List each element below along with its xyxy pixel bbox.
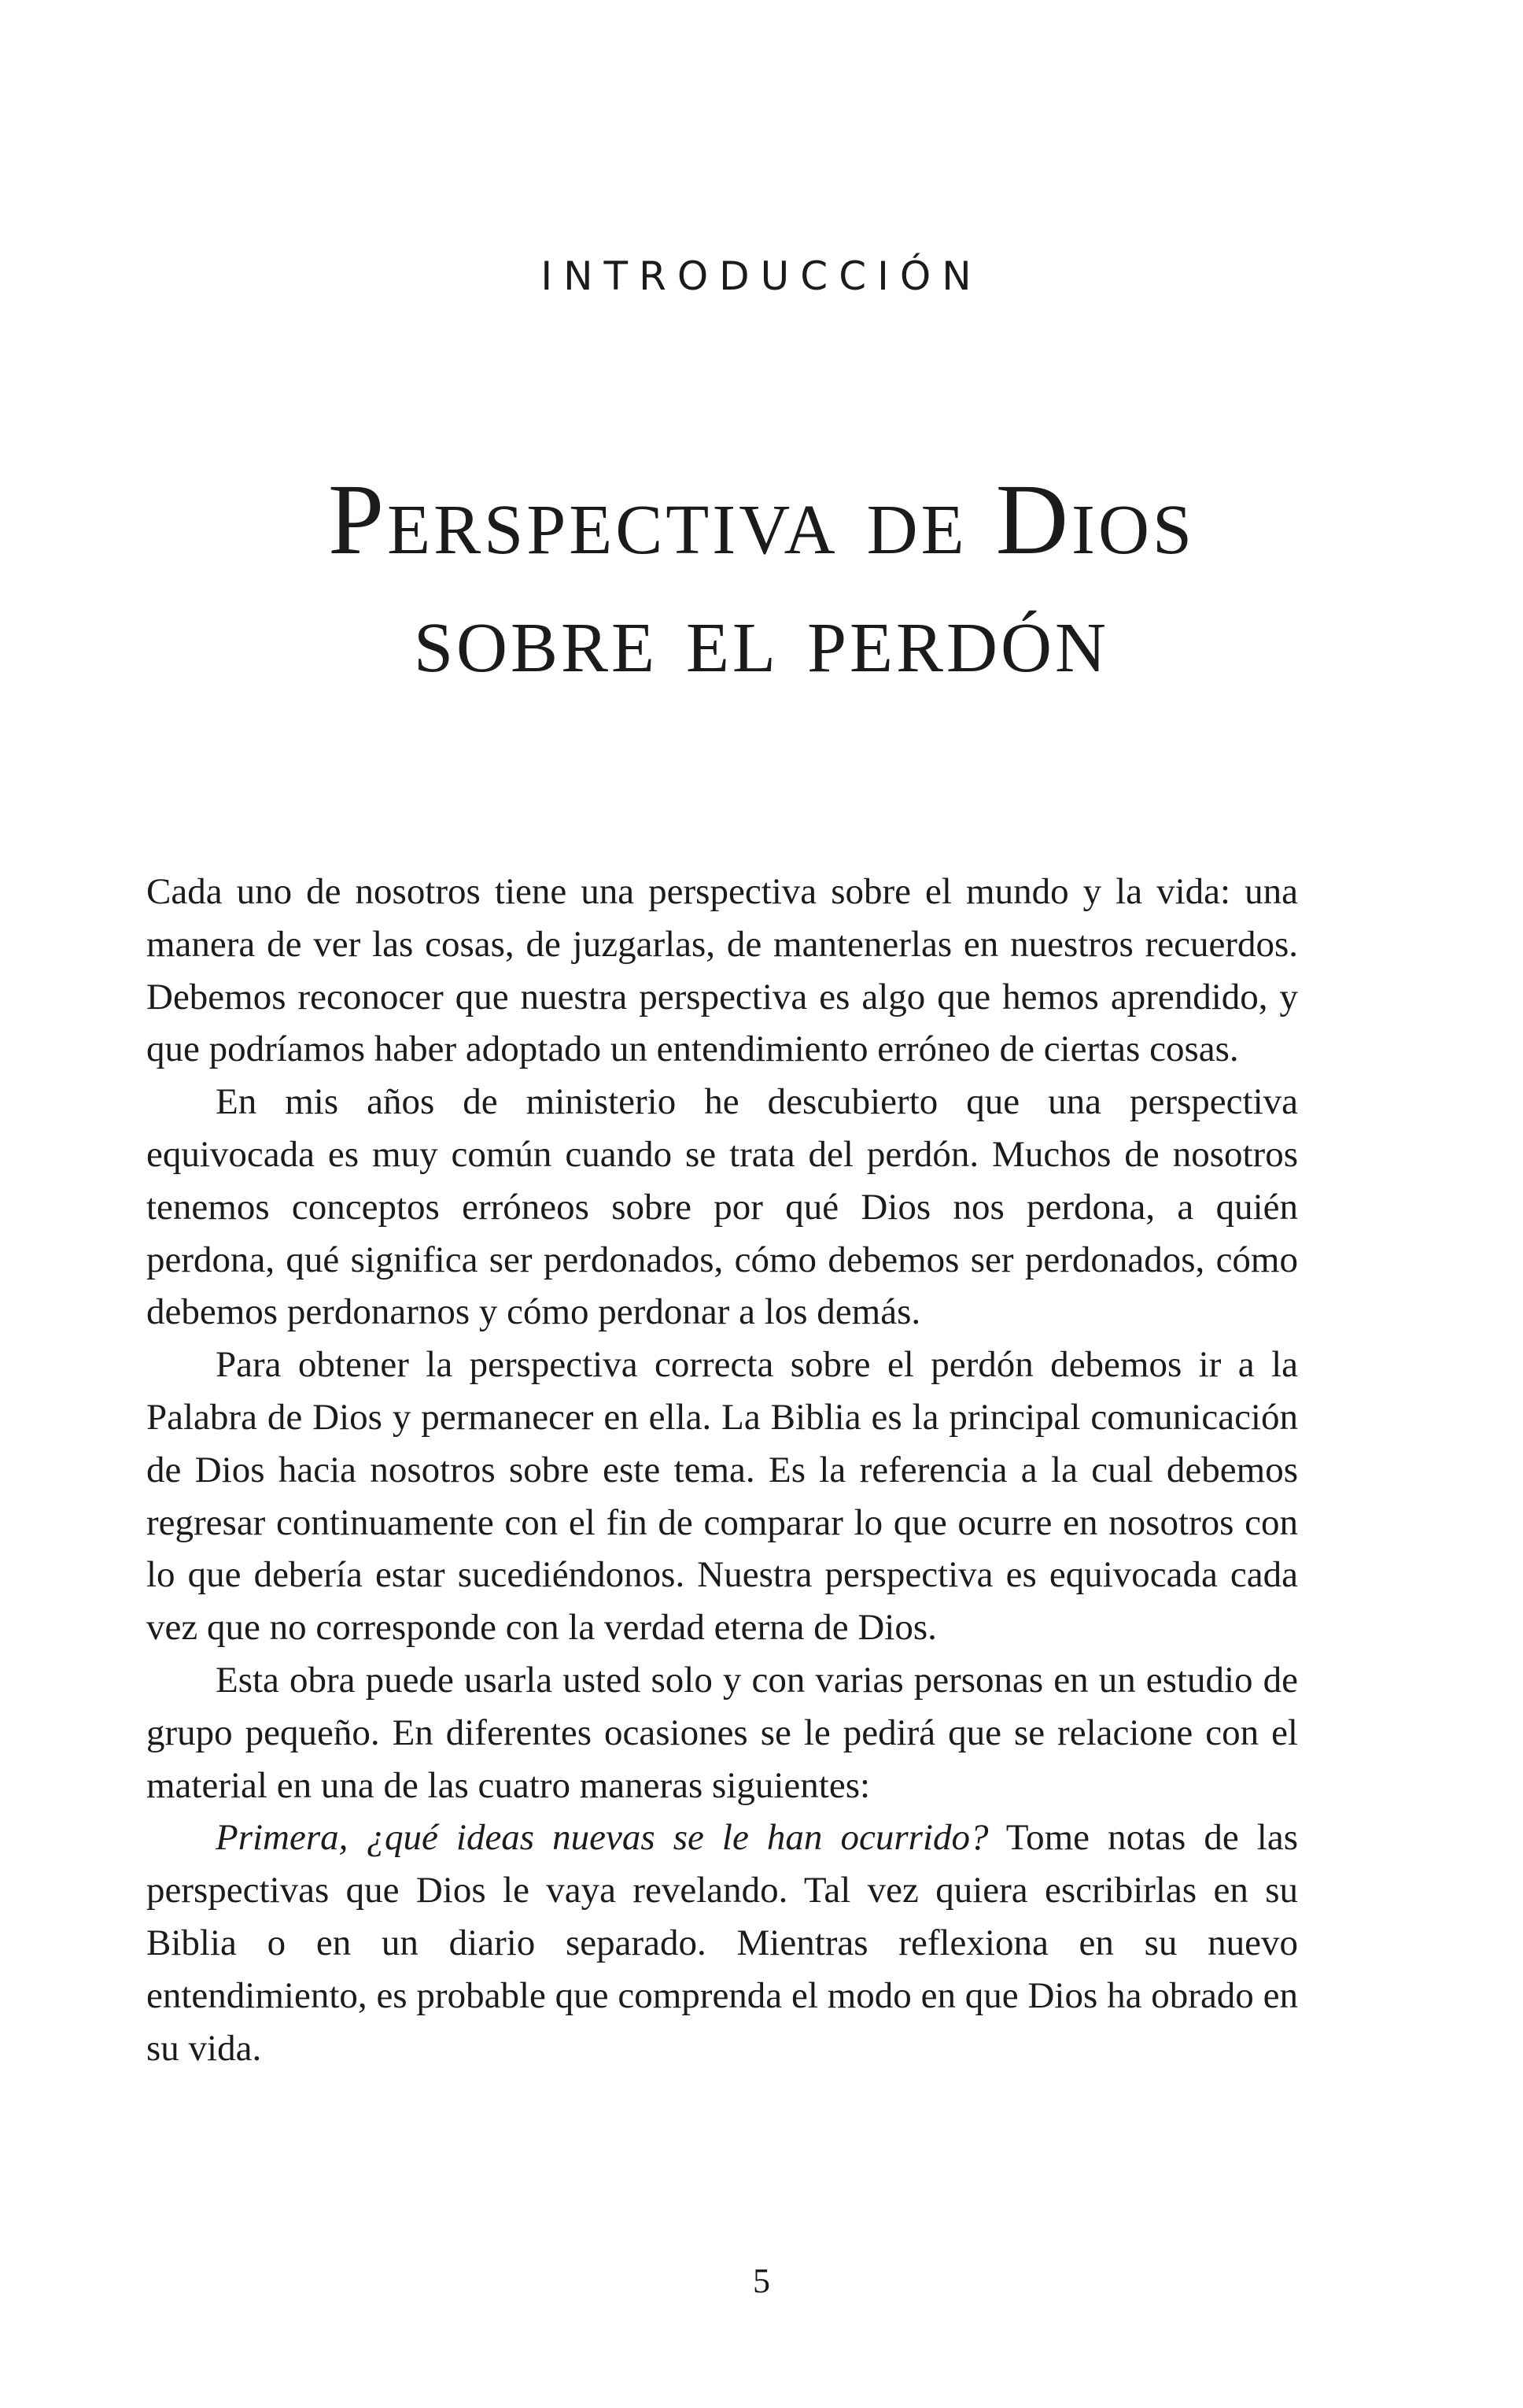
chapter-title-line-1: Perspectiva de Dios — [327, 464, 1196, 575]
page-number: 5 — [753, 2262, 770, 2300]
chapter-title-line-2: sobre el perdón — [413, 582, 1110, 693]
body-text — [146, 866, 1298, 2074]
paragraph-5-text: Tome notas de las perspectivas que Dios le vaya revelando. Tal vez quiera escribirlas en su Biblia o en un diario separado. Mientras reflexiona en su nuevo entendimiento, es probable que comprenda el modo en que Dios ha obrado en su vida. — [146, 1817, 1299, 2069]
section-label: INTRODUCCIÓN — [540, 253, 983, 299]
paragraph-1: Cada uno de nosotros tiene una perspectiva sobre el mundo y la vida: una manera de ver las cosas, de juzgarlas, de mantenerlas en nuestros recuerdos. Debemos reconocer que nuestra perspectiva es algo que hemos aprendido, y que podríamos haber adoptado un entendimiento erróneo de ciertas cosas. — [146, 871, 1298, 1070]
paragraph-3: Para obtener la perspectiva correcta sobre el perdón debemos ir a la Palabra de Dios y permanecer en ella. La Biblia es la principal comunicación de Dios hacia nosotros sobre este tema. Es la referencia a la cual debemos regresar continuamente con el fin de comparar lo que ocurre en nosotros con lo que debería estar sucediéndonos. Nuestra perspectiva es equivocada cada vez que no corresponde con la verdad eterna de Dios. — [146, 1344, 1298, 1649]
paragraph-5-italic-lead: Primera, ¿qué ideas nuevas se le han ocurrido? — [216, 1817, 989, 1859]
chapter-title — [0, 460, 1523, 696]
paragraph-5 — [146, 1812, 1298, 2074]
paragraph-2: En mis años de ministerio he descubierto que una perspectiva equivocada es muy común cuando se trata del perdón. Muchos de nosotros tenemos conceptos erróneos sobre por qué Dios nos perdona, a quién perdona, qué significa ser perdonados, cómo debemos ser perdonados, cómo debemos perdonarnos y cómo perdonar a los demás. — [146, 1081, 1298, 1333]
paragraph-4: Esta obra puede usarla usted solo y con varias personas en un estudio de grupo pequeño. En diferentes ocasiones se le pedirá que se relacione con el material en una de las cuatro maneras siguientes: — [146, 1659, 1298, 1806]
